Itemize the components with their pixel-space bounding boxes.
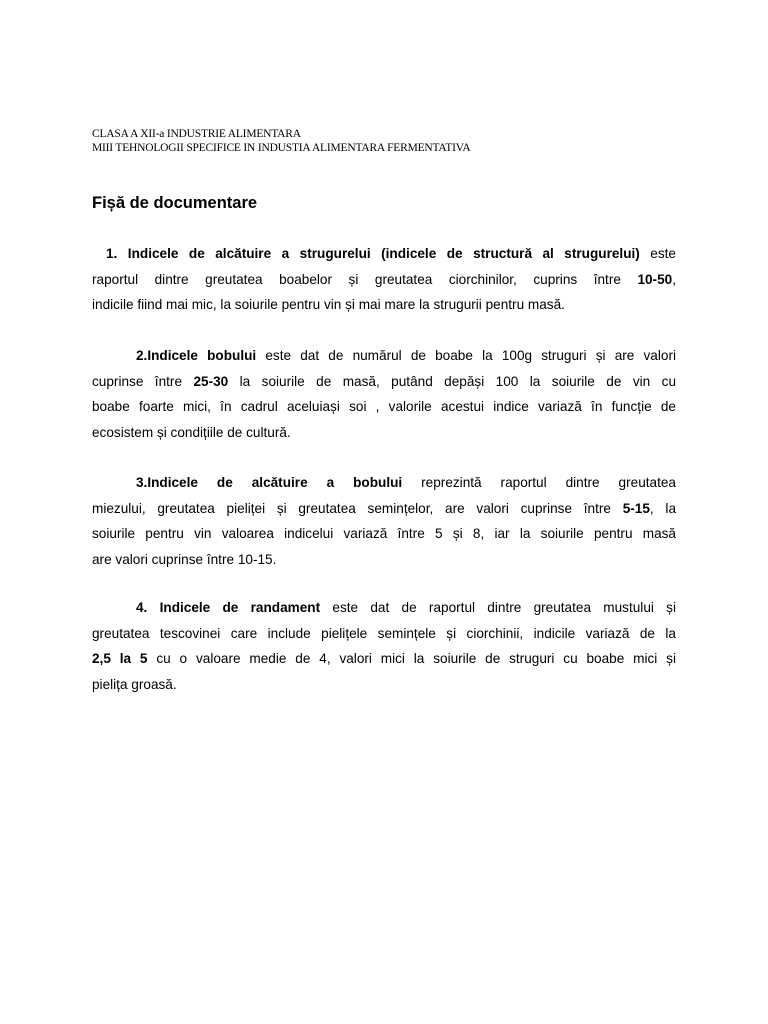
paragraph-line: greutatea tescovinei care include pielițele semințele și ciorchinii, indicile variază de la [92, 625, 676, 641]
document-title: Fișă de documentare [92, 194, 258, 212]
text-run: cu o valoare medie de 4, valori mici la soiurile de struguri cu boabe mici și [147, 651, 676, 666]
paragraph-line [92, 470, 676, 496]
document-header [92, 127, 470, 155]
text-run: cuprinse între [92, 373, 194, 389]
paragraph-line: indicile fiind mai mic, la soiurile pentru vin și mai mare la strugurii pentru masă. [92, 297, 565, 312]
paragraph-4 [92, 595, 676, 697]
paragraph-3 [92, 470, 676, 572]
bold-term: 3.Indicele de alcătuire a bobului [136, 475, 403, 490]
text-run: raportul dintre greutatea boabelor și greutatea ciorchinilor, cuprins între [92, 271, 638, 287]
paragraph-line [92, 496, 676, 522]
header-module-line: MIII TEHNOLOGII SPECIFICE IN INDUSTIA ALIMENTARA FERMENTATIVA [92, 142, 471, 154]
paragraph-line: are valori cuprinse între 10-15. [92, 551, 277, 567]
bold-term: 4. Indicele de randament [136, 600, 321, 615]
paragraph-1 [92, 241, 676, 318]
text-run: este [639, 246, 676, 261]
bold-value: 25-30 [193, 373, 229, 389]
text-run: miezului, greutatea pieliței și greutatea semințelor, are valori cuprinse între [92, 500, 623, 516]
paragraph-line [92, 646, 676, 672]
text-run: , la [649, 500, 676, 516]
paragraph-2 [92, 343, 676, 445]
paragraph-line [92, 241, 676, 267]
bold-value: 10-50 [637, 271, 673, 287]
text-run: este dat de numărul de boabe la 100g struguri și are valori [256, 348, 676, 363]
bold-value: 2,5 la 5 [92, 651, 148, 666]
text-run: la soiurile de masă, putând depăși 100 la soiurile de vin cu [228, 373, 677, 389]
paragraph-line: boabe foarte mici, în cadrul aceluiași soi , valorile acestui indice variază în funcție de [92, 399, 676, 414]
bold-value: 5-15 [622, 500, 650, 516]
bold-term: 2.Indicele bobului [136, 348, 257, 363]
paragraph-line [92, 343, 676, 369]
paragraph-line: pielița groasă. [92, 676, 177, 692]
paragraph-line [92, 267, 676, 293]
paragraph-line: soiurile pentru vin valoarea indicelui variază între 5 și 8, iar la soiurile pentru masă [92, 526, 676, 541]
bold-term: 1. Indicele de alcătuire a strugurelui (indicele de structură al strugurelui) [106, 246, 640, 261]
paragraph-line [92, 595, 676, 621]
paragraph-line: ecosistem și condițiile de cultură. [92, 424, 291, 440]
text-run: este dat de raportul dintre greutatea mustului și [320, 600, 676, 615]
text-run: reprezintă raportul dintre greutatea [402, 475, 676, 490]
header-class-line: CLASA A XII-a INDUSTRIE ALIMENTARA [92, 128, 301, 140]
text-run: , [672, 271, 676, 287]
paragraph-line [92, 369, 676, 395]
